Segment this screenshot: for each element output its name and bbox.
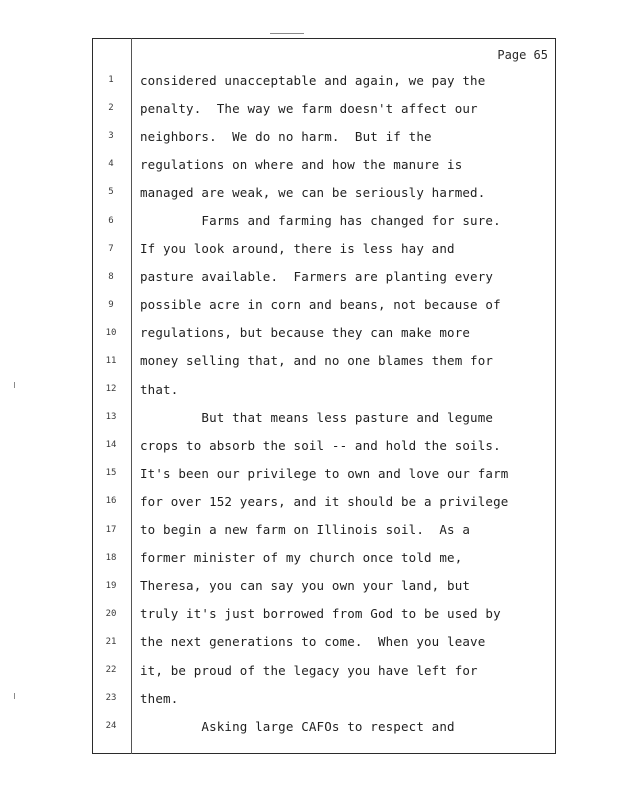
transcript-body [100,66,552,740]
line-text: money selling that, and no one blames them for [140,353,494,369]
line-number: 22 [105,665,117,676]
line-text: that. [140,381,179,397]
transcript-line [100,600,552,628]
line-number: 3 [108,131,114,142]
line-text: former minister of my church once told me, [140,550,463,566]
transcript-line [100,66,552,94]
line-number: 20 [105,608,117,619]
line-text: to begin a new farm on Illinois soil. As a [140,522,471,538]
line-number: 23 [105,693,117,704]
line-number: 4 [108,159,114,170]
transcript-line [100,206,552,234]
line-text: regulations on where and how the manure is [140,156,463,172]
transcript-line [100,459,552,487]
line-number: 16 [105,496,117,507]
transcript-line [100,572,552,600]
transcript-line [100,235,552,263]
transcript-line [100,628,552,656]
transcript-line [100,347,552,375]
transcript-line [100,656,552,684]
transcript-line [100,122,552,150]
line-text: Theresa, you can say you own your land, but [140,578,471,594]
line-number: 9 [108,299,114,310]
transcript-line [100,178,552,206]
line-number: 1 [108,75,114,86]
line-number: 6 [108,215,114,226]
transcript-line [100,403,552,431]
transcript-line [100,94,552,122]
line-text: managed are weak, we can be seriously harmed. [140,184,486,200]
transcript-line [100,544,552,572]
line-text: If you look around, there is less hay and [140,241,455,257]
line-text: regulations, but because they can make more [140,325,471,341]
transcript-line [100,431,552,459]
line-text: pasture available. Farmers are planting every [140,269,494,285]
transcript-line [100,516,552,544]
line-text: considered unacceptable and again, we pay the [140,72,486,88]
scan-speck [14,693,15,699]
line-text: the next generations to come. When you leave [140,634,486,650]
line-number: 15 [105,468,117,479]
transcript-line [100,375,552,403]
transcript-line [100,263,552,291]
line-text: Asking large CAFOs to respect and [140,718,455,734]
line-number: 12 [105,384,117,395]
transcript-line [100,150,552,178]
line-number: 2 [108,103,114,114]
line-text: Farms and farming has changed for sure. [140,213,501,229]
line-text: truly it's just borrowed from God to be used by [140,606,501,622]
line-text: it, be proud of the legacy you have left for [140,662,478,678]
transcript-line [100,291,552,319]
line-number: 17 [105,524,117,535]
line-number: 10 [105,327,117,338]
transcript-line [100,684,552,712]
line-number: 8 [108,271,114,282]
line-text: It's been our privilege to own and love our farm [140,465,509,481]
line-number: 11 [105,355,117,366]
line-text: them. [140,690,179,706]
line-number: 14 [105,440,117,451]
transcript-line [100,712,552,740]
line-number: 7 [108,243,114,254]
line-text: neighbors. We do no harm. But if the [140,128,432,144]
page-number: Page 65 [497,48,548,62]
line-text: penalty. The way we farm doesn't affect our [140,100,478,116]
transcript-line [100,487,552,515]
line-text: crops to absorb the soil -- and hold the soils. [140,437,501,453]
transcript-line [100,319,552,347]
line-number: 21 [105,636,117,647]
line-text: for over 152 years, and it should be a privilege [140,493,509,509]
scan-speck [14,382,15,388]
line-text: possible acre in corn and beans, not because of [140,297,501,313]
line-text: But that means less pasture and legume [140,409,494,425]
scan-speck [270,33,304,34]
line-number: 5 [108,187,114,198]
line-number: 18 [105,552,117,563]
line-number: 19 [105,580,117,591]
line-number: 24 [105,721,117,732]
line-number: 13 [105,412,117,423]
